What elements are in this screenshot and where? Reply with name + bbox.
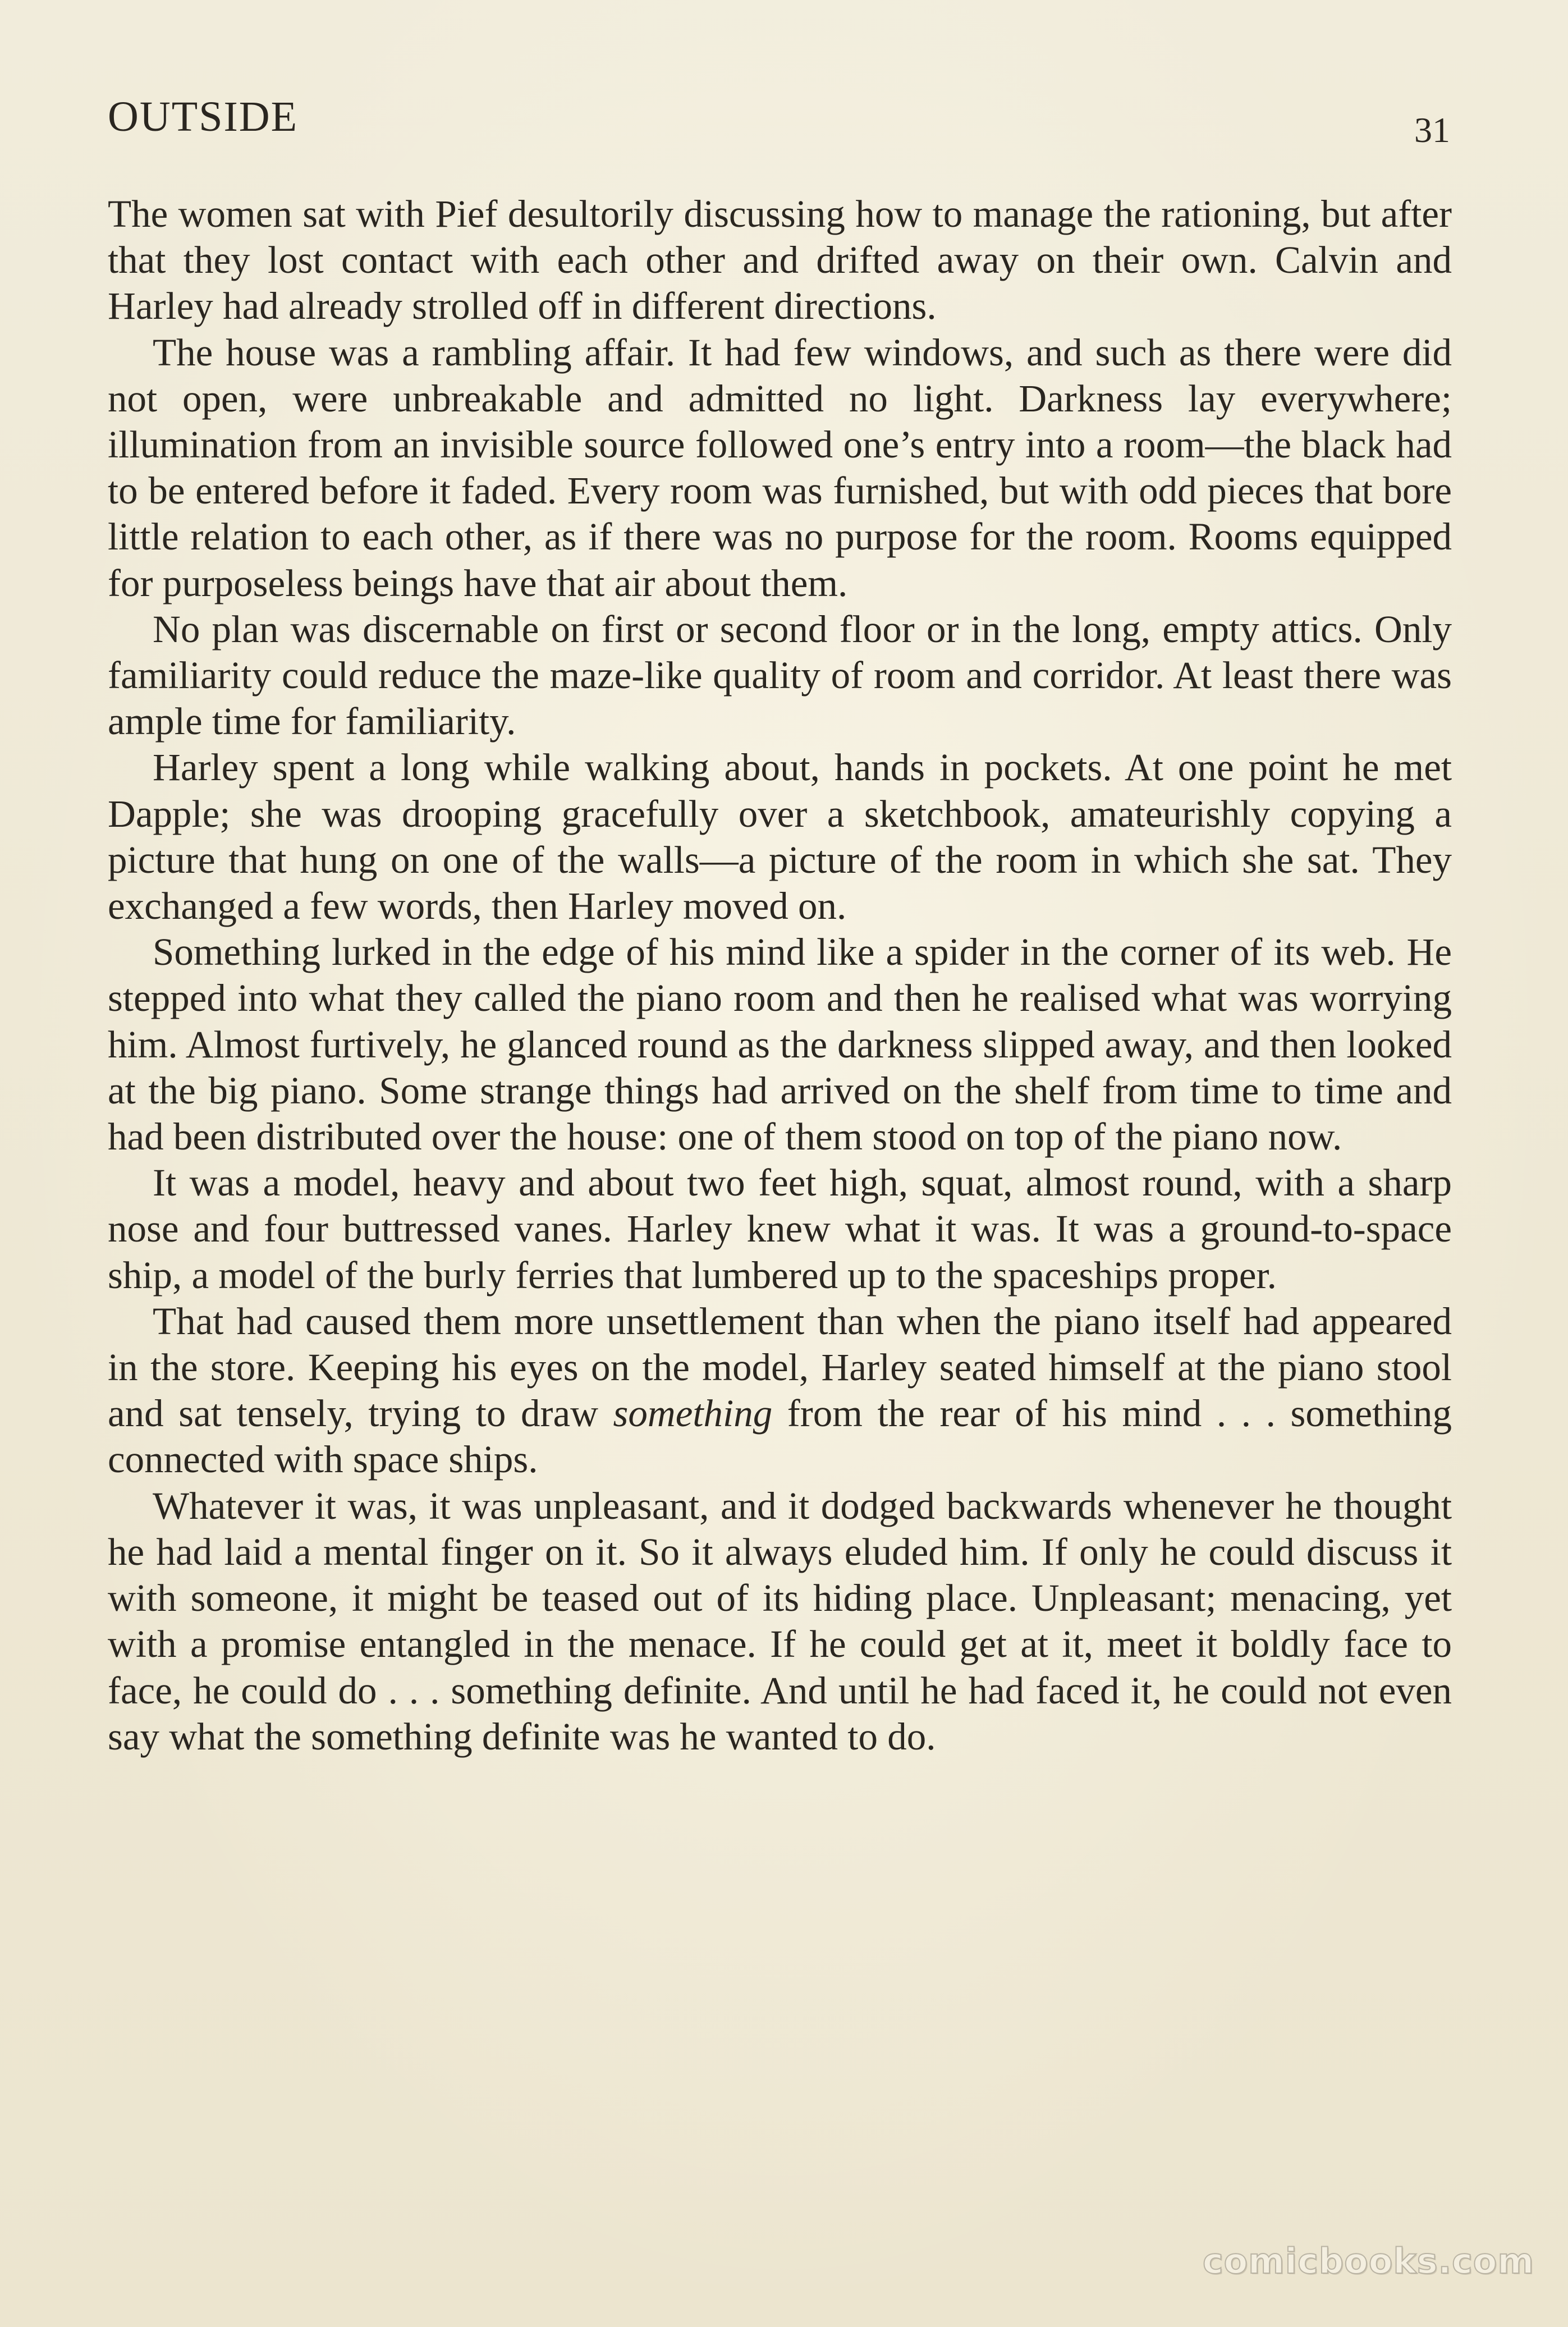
paragraph-8-text: Whatever it was, it was unpleasant, and it dodged backwards whenever he thought he had laid a mental finger on it. So it always eluded him. If only he could discuss it with someone, it might be teased out of its hiding place. Unpleasant; menacing, yet with a promise entangled in the menace. If he could get at it, meet it boldly face to face, he could do . . . something definite. And until he had faced it, he could not even say what the something definite was he wanted to do. bbox=[108, 1484, 1452, 1758]
paragraph-7 bbox=[108, 1298, 1452, 1483]
paragraph-3-text: No plan was discernable on first or second floor or in the long, empty attics. Only familiarity could reduce the maze-like quality of room and corridor. At least there was ample time for familiarity. bbox=[108, 607, 1452, 743]
paragraph-1-text: The women sat with Pief desultorily discussing how to manage the rationing, but after that they lost contact with each other and drifted away on their own. Calvin and Harley had already strolled off in different directions. bbox=[108, 193, 1452, 328]
running-title: OUTSIDE bbox=[108, 93, 299, 140]
paragraph-4 bbox=[108, 744, 1452, 929]
paragraph-1 bbox=[108, 191, 1452, 329]
paragraph-5-text: Something lurked in the edge of his mind like a spider in the corner of its web. He stepped into what they called the piano room and then he realised what was worrying him. Almost furtively, he glanced round as the darkness slipped away, and then looked at the big piano. Some strange things had arrived on the shelf from time to time and had been distributed over the house: one of them stood on top of the piano now. bbox=[108, 931, 1452, 1158]
paragraph-3 bbox=[108, 606, 1452, 745]
paragraph-5 bbox=[108, 929, 1452, 1160]
paragraph-6-text: It was a model, heavy and about two feet high, squat, almost round, with a sharp nose and four buttressed vanes. Harley knew what it was. It was a ground-to-space ship, a model of the burly ferries that lumbered up to the spaceships proper. bbox=[108, 1161, 1452, 1297]
paragraph-2-text: The house was a rambling affair. It had few windows, and such as there were did not open, were unbreakable and admitted no light. Darkness lay everywhere; illumination from an invisible source followed one’s entry into a room—the black had to be entered before it faded. Every room was furnished, but with odd pieces that bore little relation to each other, as if there was no purpose for the room. Rooms equipped for purposeless beings have that air about them. bbox=[108, 331, 1452, 604]
paragraph-7-text-end: from the rear of his mind . . . something connected with space ships. bbox=[108, 1392, 1452, 1481]
site-watermark: comicbooks.com bbox=[1202, 2241, 1534, 2282]
body-text bbox=[108, 191, 1452, 1760]
paragraph-4-text: Harley spent a long while walking about, hands in pockets. At one point he met Dapple; she was drooping gracefully over a sketchbook, amateurishly copying a picture that hung on one of the walls—a picture of the room in which she sat. They exchanged a few words, then Harley moved on. bbox=[108, 746, 1452, 928]
page-number: 31 bbox=[1414, 110, 1450, 150]
paragraph-6 bbox=[108, 1160, 1452, 1298]
paragraph-7-text-start: That had caused them more unsettlement than when the piano itself had appeared in the store. Keeping his eyes on the model, Harley seated himself at the piano stool and sat tensely, trying to draw bbox=[108, 1299, 1452, 1435]
paragraph-2 bbox=[108, 329, 1452, 606]
paragraph-8 bbox=[108, 1483, 1452, 1760]
paragraph-7-emphasis: something bbox=[613, 1392, 773, 1435]
